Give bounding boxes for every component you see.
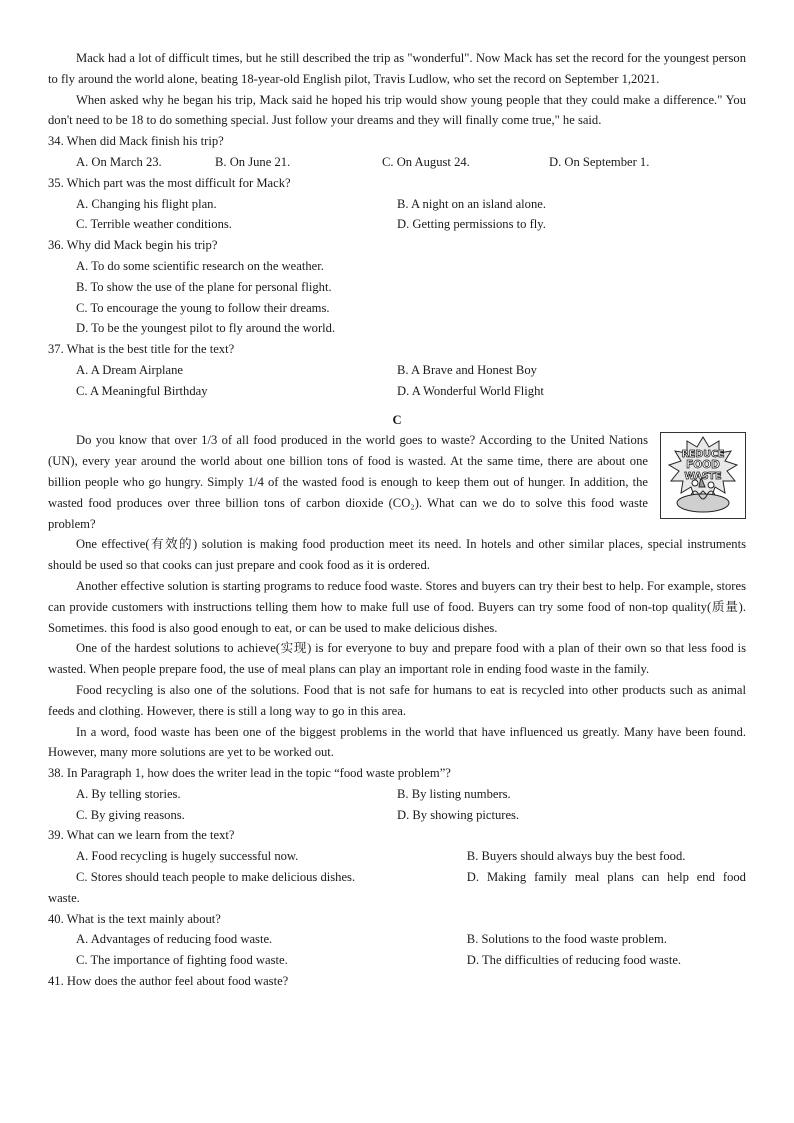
option: A. On March 23. xyxy=(76,154,162,169)
option: D. By showing pictures. xyxy=(397,807,520,822)
option: D. On September 1. xyxy=(549,154,650,169)
passage-c-paragraph: One effective(有效的) solution is making food production meet its need. In hotels and other similar places, special instruments should be used so that cooks can just prepare and cook food as it is ordered. xyxy=(48,537,746,573)
passage-c-paragraph: Another effective solution is starting programs to reduce food waste. Stores and buyers can try their best to help. For example, stores can provide customers with instructions telling them how to make full use of food. Buyers can try some food of non-top quality(质量). Sometimes. this food is also good enough to eat, or can be used to make delicious dishes. xyxy=(48,578,746,635)
question-stem: 37. What is the best title for the text? xyxy=(48,342,235,357)
question-options xyxy=(48,360,746,402)
option-continuation: waste. xyxy=(48,890,80,905)
option: D. Getting permissions to fly. xyxy=(397,217,546,232)
question-options xyxy=(48,194,746,236)
option: B. Buyers should always buy the best food. xyxy=(466,849,686,864)
section-title: C xyxy=(392,412,402,427)
image-text-line: REDUCE xyxy=(681,449,725,461)
image-text-line: FOOD xyxy=(686,459,720,472)
question-stem: 39. What can we learn from the text? xyxy=(48,828,235,843)
question-stem: 36. Why did Mack begin his trip? xyxy=(48,238,218,253)
reduce-food-waste-illustration xyxy=(661,433,745,518)
option: D. Making family meal plans can help end food xyxy=(466,870,746,885)
question-stem: 38. In Paragraph 1, how does the writer lead in the topic “food waste problem”? xyxy=(48,766,451,781)
passage-b-paragraph: Mack had a lot of difficult times, but he still described the trip as "wonderful". Now Mack has set the record for the youngest person to fly around the world alone, beating 18-year-old English pilot, Travis Ludlow, who set the record on September 1,2021. xyxy=(48,51,746,86)
question-stem: 35. Which part was the most difficult for Mack? xyxy=(48,175,291,190)
option: A. Advantages of reducing food waste. xyxy=(76,932,273,947)
question-options xyxy=(48,784,746,826)
option: C. Stores should teach people to make delicious dishes. xyxy=(76,870,356,885)
option: C. To encourage the young to follow their dreams. xyxy=(76,300,330,315)
reduce-food-waste-image xyxy=(660,432,746,519)
option: C. By giving reasons. xyxy=(76,807,185,822)
option: A. To do some scientific research on the weather. xyxy=(76,258,324,273)
option: B. By listing numbers. xyxy=(397,786,511,801)
passage-c-paragraph: One of the hardest solutions to achieve(实现) is for everyone to buy and prepare food with a plan of their own so that less food is wasted. When people prepare food, the use of meal plans can play an important role in ending food waste in the family. xyxy=(48,641,746,677)
option: A. By telling stories. xyxy=(76,786,181,801)
question-stem: 34. When did Mack finish his trip? xyxy=(48,134,224,149)
option: A. A Dream Airplane xyxy=(76,362,184,377)
question-stem: 40. What is the text mainly about? xyxy=(48,911,221,926)
option: C. Terrible weather conditions. xyxy=(76,217,232,232)
question-stem: 41. How does the author feel about food waste? xyxy=(48,974,289,989)
option: D. To be the youngest pilot to fly around the world. xyxy=(76,321,336,336)
question-options xyxy=(48,929,746,971)
exam-page xyxy=(48,48,746,992)
option: A. Food recycling is hugely successful now. xyxy=(76,849,299,864)
option: B. To show the use of the plane for personal flight. xyxy=(76,279,332,294)
option: D. The difficulties of reducing food waste. xyxy=(466,953,682,968)
question-options xyxy=(48,152,746,173)
passage-c-paragraph: Do you know that over 1/3 of all food produced in the world goes to waste? According to the United Nations (UN), every year around the world about one billion tons of food is wasted. At the same time, there are about one billion people who go hungry. Simply 1/4 of the wasted food is enough to keep them out of hunger. In addition, the wasted food produces over three billion tons of carbon dioxide (CO₂). What can we do to solve this food waste problem? xyxy=(48,433,648,531)
option: A. Changing his flight plan. xyxy=(76,196,217,211)
option: C. A Meaningful Birthday xyxy=(76,383,208,398)
option: B. Solutions to the food waste problem. xyxy=(466,932,667,947)
option: B. A Brave and Honest Boy xyxy=(397,362,537,377)
option: B. A night on an island alone. xyxy=(397,196,547,211)
option: B. On June 21. xyxy=(215,154,291,169)
option: C. The importance of fighting food waste. xyxy=(76,953,288,968)
option: D. A Wonderful World Flight xyxy=(397,383,544,398)
passage-c-paragraph: In a word, food waste has been one of the biggest problems in the world that have influenced us greatly. Many have been found. However, many more solutions are yet to be worked out. xyxy=(48,724,746,760)
passage-c-paragraph: Food recycling is also one of the solutions. Food that is not safe for humans to eat is recycled into other products such as animal feeds and clothing. However, there is still a long way to go in this area. xyxy=(48,682,746,718)
option: C. On August 24. xyxy=(382,154,470,169)
question-options xyxy=(48,846,746,888)
passage-b-paragraph: When asked why he began his trip, Mack said he hoped his trip would show young people that they could make a difference." You don't need to be 18 to do something special. Just follow your dreams and they will finally come true," he said. xyxy=(48,92,746,128)
image-text-line: WASTE xyxy=(684,471,722,483)
